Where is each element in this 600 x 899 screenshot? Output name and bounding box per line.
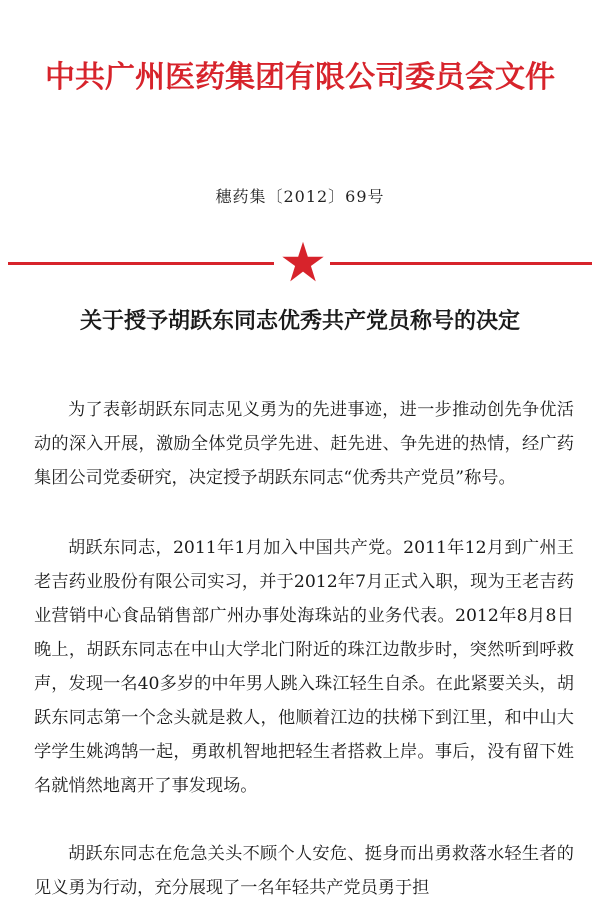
document-header-title: 中共广州医药集团有限公司委员会文件: [45, 60, 555, 95]
body-paragraph-3: 胡跃东同志在危急关头不顾个人安危、挺身而出勇救落水轻生者的见义勇为行动，充分展现了一名年轻共产党员勇于担: [34, 844, 574, 898]
red-divider-left: [8, 262, 274, 265]
body-paragraph-2: 胡跃东同志，2011年1月加入中国共产党。2011年12月到广州王老吉药业股份有限公司实习，并于2012年7月正式入职，现为王老吉药业营销中心食品销售部广州办事处海珠站的业务代表。2012年8月8日晚上，胡跃东同志在中山大学北门附近的珠江边散步时，突然听到呼救声，发现一名40多岁的中年男人跳入珠江轻生自杀。在此紧要关头，胡跃东同志第一个念头就是救人，他顺着江边的扶梯下到江里，和中山大学学生姚鸿鹄一起，勇敢机智地把轻生者搭救上岸。事后，没有留下姓名就悄然地离开了事发现场。: [34, 538, 574, 796]
document-number: 穗药集〔2012〕69号: [215, 187, 385, 206]
decision-title: 关于授予胡跃东同志优秀共产党员称号的决定: [79, 308, 520, 334]
body-paragraph-1: 为了表彰胡跃东同志见义勇为的先进事迹，进一步推动创先争优活动的深入开展，激励全体党员学先进、赶先进、争先进的热情，经广药集团公司党委研究，决定授予胡跃东同志“优秀共产党员”称号。: [34, 400, 574, 488]
red-divider-right: [330, 262, 592, 265]
red-star-icon: [281, 240, 325, 284]
